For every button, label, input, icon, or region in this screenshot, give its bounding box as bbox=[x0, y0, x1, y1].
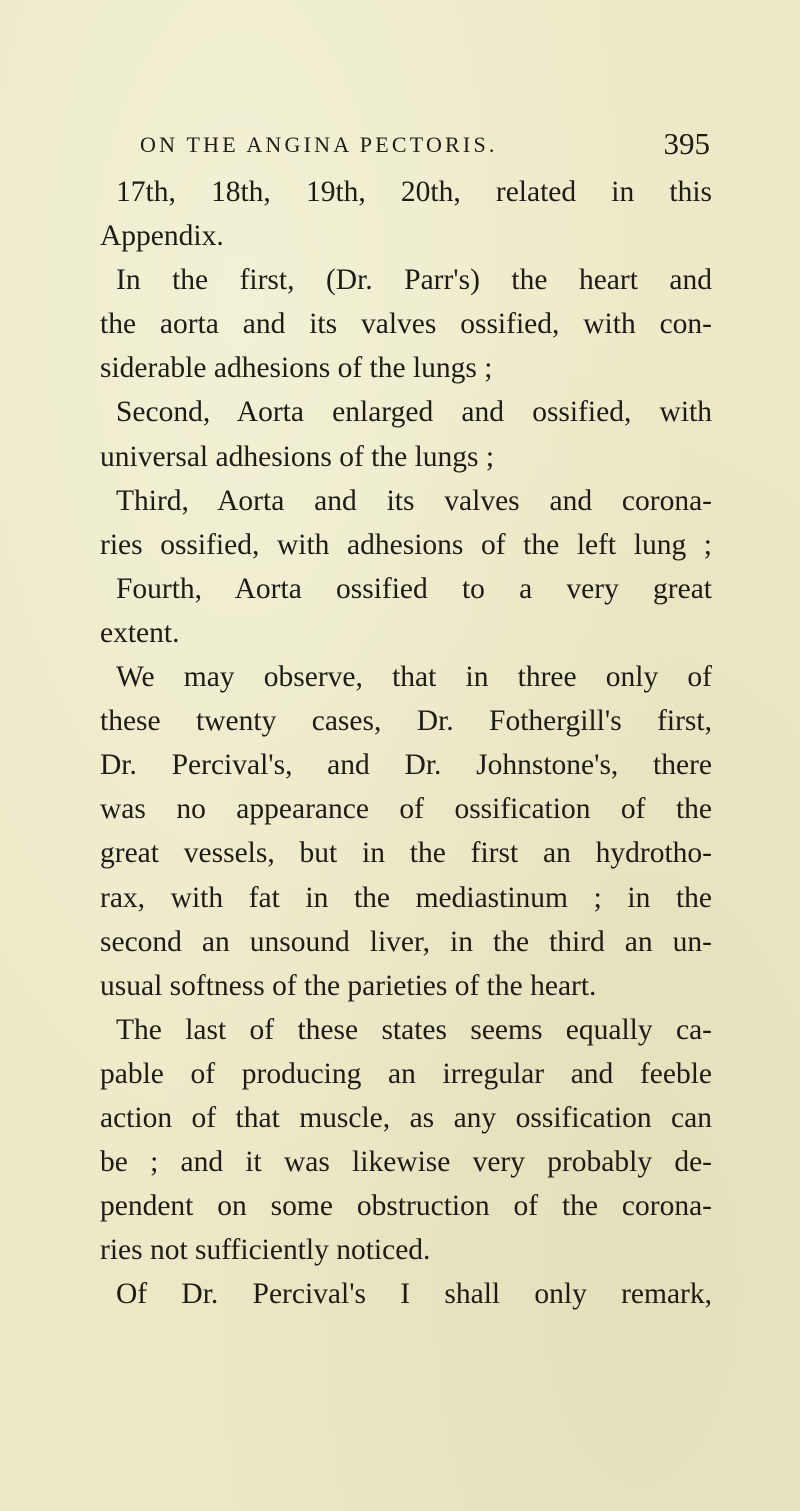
running-head bbox=[140, 128, 710, 168]
text-line: second an unsound liver, in the third an un- bbox=[100, 925, 712, 958]
text-line: universal adhesions of the lungs ; bbox=[100, 440, 495, 473]
text-line: these twenty cases, Dr. Fothergill's first, bbox=[100, 705, 712, 738]
text-line: In the first, (Dr. Parr's) the heart and bbox=[116, 264, 712, 297]
text-line: Fourth, Aorta ossified to a very great bbox=[116, 572, 712, 605]
text-line: 17th, 18th, 19th, 20th, related in this bbox=[116, 176, 712, 208]
text-line: Dr. Percival's, and Dr. Johnstone's, there bbox=[100, 749, 712, 782]
text-line: ries ossified, with adhesions of the left lung ; bbox=[100, 528, 712, 561]
text-line: rax, with fat in the mediastinum ; in the bbox=[100, 881, 712, 914]
text-line: Of Dr. Percival's I shall only remark, bbox=[116, 1278, 712, 1311]
text-line: We may observe, that in three only of bbox=[116, 661, 712, 694]
page-number: 395 bbox=[663, 126, 710, 161]
text-line: Third, Aorta and its valves and corona- bbox=[116, 484, 712, 517]
text-line: Second, Aorta enlarged and ossified, with bbox=[116, 396, 712, 429]
text-line: siderable adhesions of the lungs ; bbox=[100, 352, 493, 385]
text-line: action of that muscle, as any ossification can bbox=[100, 1101, 712, 1134]
text-line: ries not sufficiently noticed. bbox=[100, 1234, 431, 1267]
text-line: extent. bbox=[100, 616, 180, 649]
body-text bbox=[100, 170, 712, 1316]
text-line: the aorta and its valves ossified, with con- bbox=[100, 308, 712, 341]
text-line: Appendix. bbox=[100, 220, 224, 253]
text-line: usual softness of the parieties of the heart. bbox=[100, 969, 597, 1002]
text-line: was no appearance of ossification of the bbox=[100, 793, 712, 826]
running-title: ON THE ANGINA PECTORIS. bbox=[140, 132, 498, 157]
text-line: pable of producing an irregular and feeble bbox=[100, 1057, 712, 1090]
text-line: The last of these states seems equally ca- bbox=[116, 1013, 712, 1046]
text-line: be ; and it was likewise very probably de- bbox=[100, 1146, 712, 1179]
text-line: pendent on some obstruction of the corona- bbox=[100, 1190, 712, 1223]
text-line: great vessels, but in the first an hydrotho- bbox=[100, 837, 712, 870]
